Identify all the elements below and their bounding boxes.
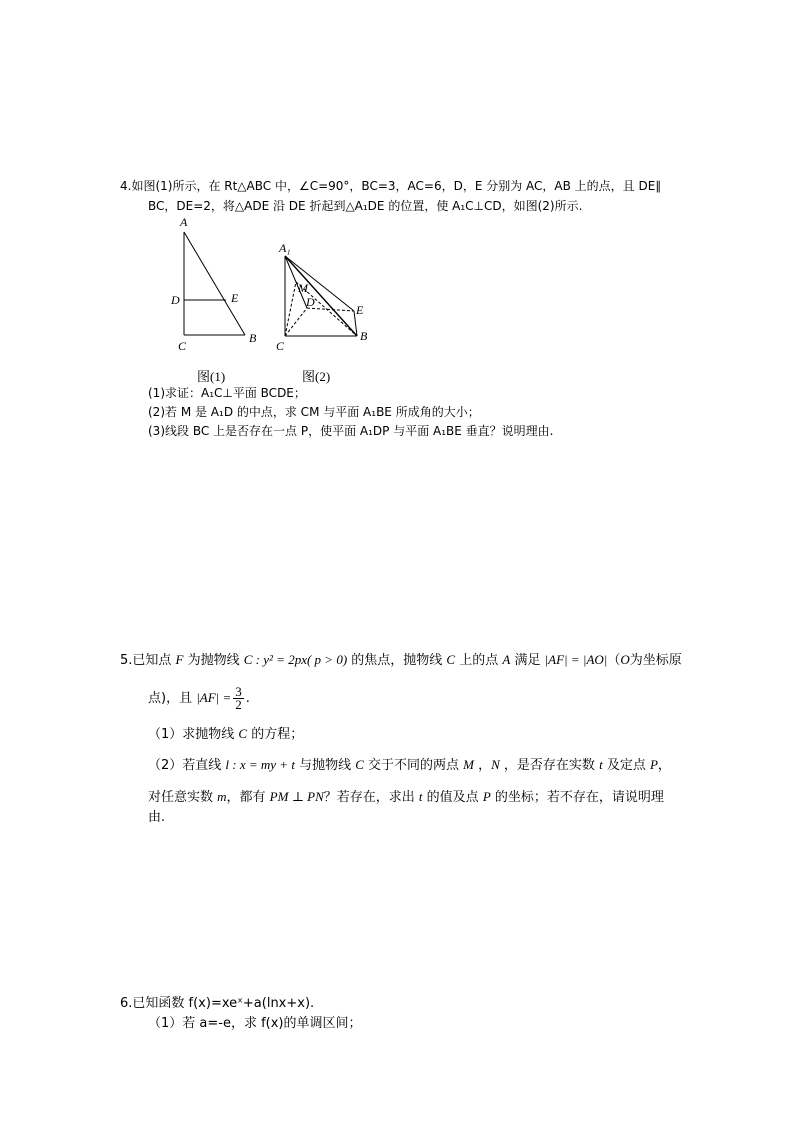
fig2-edge-cm: [285, 282, 296, 336]
q5-part-1: （1）求抛物线 C 的方程；: [148, 726, 304, 742]
q4-part-1: (1)求证：A₁C⊥平面 BCDE；: [148, 386, 306, 400]
fig2-label-c: C: [276, 339, 285, 353]
q4-line-2: BC，DE=2，将△ADE 沿 DE 折起到△A₁DE 的位置，使 A₁C⊥CD，如图(2)所示.: [148, 199, 583, 213]
figure-1: [165, 214, 275, 354]
fig1-label-b: B: [249, 331, 257, 345]
q5-part-2: （2）若直线 l : x = my + t 与抛物线 C 交于不同的两点 M ，N ，是否存在实数 t 及定点 P，: [148, 757, 671, 773]
fig2-label-a1: A₁: [279, 241, 291, 255]
q5-line-5: 由.: [148, 810, 166, 825]
q4-line-1: 4.如图(1)所示，在 Rt△ABC 中，∠C=90°，BC=3，AC=6，D，E 分别为 AC，AB 上的点，且 DE∥: [120, 179, 662, 193]
fig1-label-c: C: [178, 339, 187, 353]
fig2-label-b: B: [360, 329, 368, 343]
fig1-edge-ab: [184, 232, 245, 335]
line-equation: l : x = my + t: [225, 757, 295, 772]
fig1-label-e: E: [231, 291, 239, 305]
q4-part-2: (2)若 M 是 A₁D 的中点，求 CM 与平面 A₁BE 所成角的大小；: [148, 405, 480, 419]
q5-line-2: 点)，且 |AF| = $\frac{3}{2}$ .: [148, 684, 250, 712]
q4-part-3: (3)线段 BC 上是否存在一点 P，使平面 A₁DP 与平面 A₁BE 垂直？说明理由.: [148, 424, 554, 438]
q6-line-1: 6.已知函数 f(x)=xeˣ+a(lnx+x).: [120, 996, 315, 1011]
fig1-caption: 图(1): [197, 369, 226, 384]
fig2-label-d: D: [306, 295, 315, 309]
af-ao-equation: |AF| = |AO|: [544, 652, 608, 667]
fig2-edge-cd: [285, 308, 307, 336]
parabola-equation: C : y² = 2px( p > 0): [243, 652, 348, 667]
q5-line-4: 对任意实数 m，都有 PM ⊥ PN？若存在，求出 t 的值及点 P 的坐标；若不存在，请说明理: [148, 789, 664, 805]
figure-2: [272, 238, 380, 354]
q5-line-1: 5.已知点 F 为抛物线 C : y² = 2px( p > 0) 的焦点，抛物线 C 上的点 A 满足 |AF| = |AO|（O为坐标原: [120, 652, 682, 668]
fig2-label-m: M: [298, 281, 308, 295]
fraction-3-2: $\frac{3}{2}$: [235, 684, 242, 712]
fig1-label-a: A: [180, 215, 188, 229]
fig2-caption: 图(2): [302, 369, 331, 384]
fig2-edge-a1b: [285, 256, 357, 336]
perp-equation: PM ⊥ PN: [269, 789, 324, 804]
fig2-label-e: E: [356, 303, 364, 317]
q6-part-1: （1）若 a=-e，求 f(x)的单调区间；: [148, 1016, 362, 1031]
fig1-label-d: D: [171, 293, 180, 307]
